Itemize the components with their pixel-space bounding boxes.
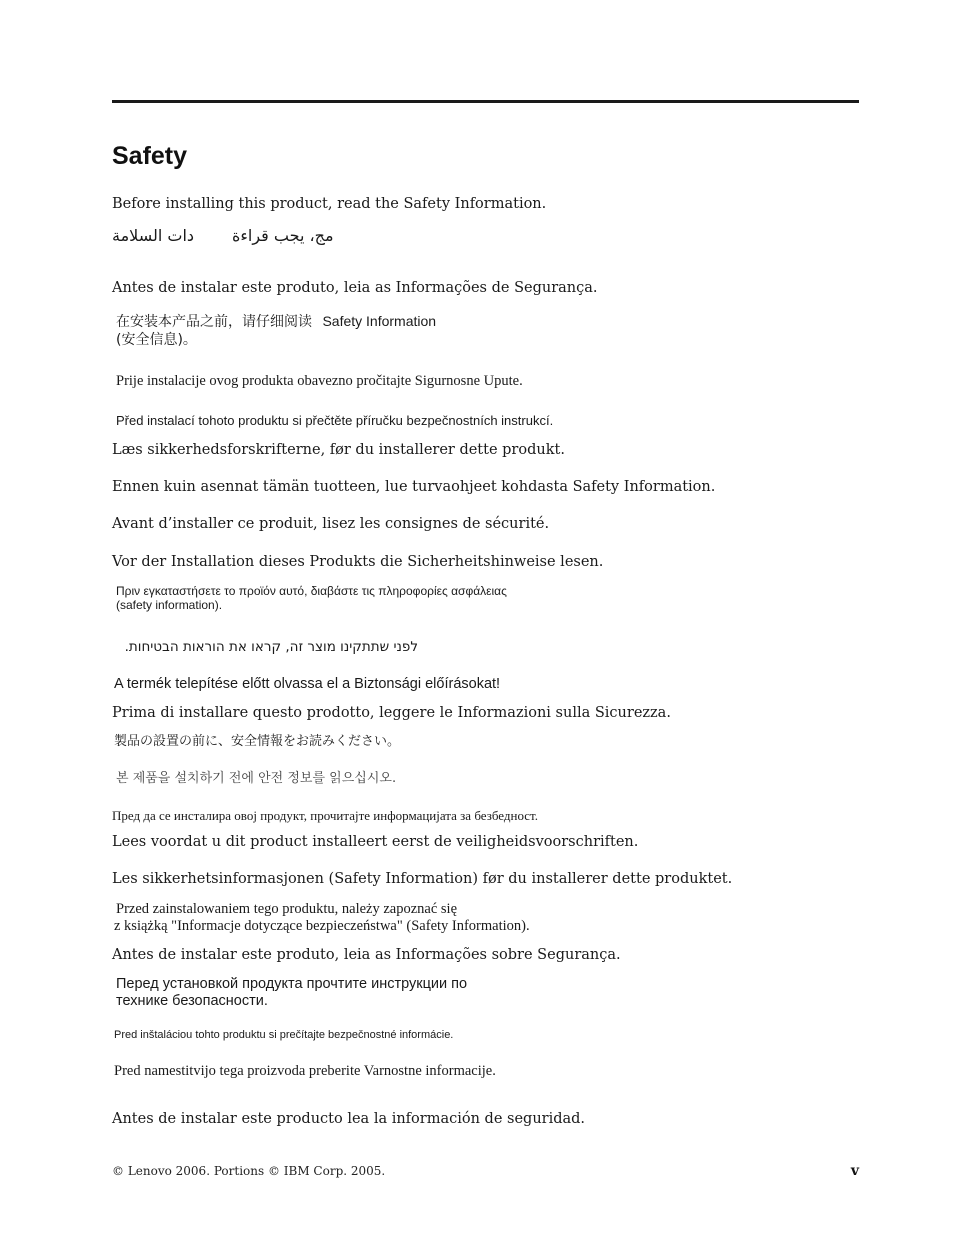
- notice-polish-line2: z książką "Informacje dotyczące bezpieczeństwa" (Safety Information).: [114, 918, 530, 934]
- notice-portuguese-br: Antes de instalar este produto, leia as Informações de Segurança.: [112, 280, 598, 296]
- notice-arabic-b: مج، يجب قراءة: [232, 226, 334, 245]
- notice-russian-line1: Перед установкой продукта прочтите инструкции по: [116, 976, 468, 992]
- top-rule: [112, 100, 859, 103]
- notice-polish-line1: Przed zainstalowaniem tego produktu, należy zapoznać się: [116, 901, 458, 917]
- notice-dutch: Lees voordat u dit product installeert eerst de veiligheidsvoorschriften.: [112, 834, 639, 850]
- page-title: Safety: [112, 142, 188, 170]
- footer-copyright: © Lenovo 2006. Portions © IBM Corp. 2005.: [112, 1164, 386, 1178]
- notice-slovenian: Pred namestitvijo tega proizvoda preberite Varnostne informacije.: [114, 1063, 496, 1079]
- notice-macedonian: Пред да се инсталира овој продукт, прочитајте информацијата за безбедност.: [112, 808, 538, 823]
- notice-russian-line2: технике безопасности.: [116, 993, 268, 1009]
- notice-finnish: Ennen kuin asennat tämän tuotteen, lue turvaohjeet kohdasta Safety Information.: [112, 479, 716, 495]
- notice-portuguese: Antes de instalar este produto, leia as Informações sobre Segurança.: [112, 947, 621, 963]
- notice-slovak: Pred inštaláciou tohto produktu si prečítajte bezpečnostné informácie.: [114, 1029, 454, 1041]
- notice-japanese: 製品の設置の前に、安全情報をお読みください。: [114, 734, 401, 749]
- notice-hungarian: A termék telepítése előtt olvassa el a Biztonsági előírásokat!: [114, 676, 501, 692]
- notice-chinese-line2: (安全信息)。: [116, 332, 197, 348]
- notice-spanish: Antes de instalar este producto lea la información de seguridad.: [112, 1111, 586, 1127]
- notice-chinese-line1: 在安装本产品之前，请仔细阅读: [116, 314, 312, 330]
- notice-norwegian: Les sikkerhetsinformasjonen (Safety Information) før du installerer dette produktet.: [112, 871, 733, 887]
- notice-greek-line1: Πριν εγκαταστήσετε το προϊόν αυτό, διαβάστε τις πληροφορίες ασφάλειας: [116, 584, 507, 598]
- page-number: v: [850, 1163, 859, 1179]
- notice-hebrew: לפני שתתקינו מוצר זה, קראו את הוראות הבטיחות.: [124, 639, 418, 655]
- notice-french: Avant d’installer ce produit, lisez les consignes de sécurité.: [112, 516, 550, 532]
- notice-arabic-c: دات السلامة: [112, 226, 195, 245]
- notice-german: Vor der Installation dieses Produkts die Sicherheitshinweise lesen.: [112, 554, 604, 570]
- notice-czech: Před instalací tohoto produktu si přečtěte příručku bezpečnostních instrukcí.: [116, 413, 554, 428]
- notice-chinese-en: Safety Information: [322, 313, 437, 329]
- notice-croatian: Prije instalacije ovog produkta obavezno pročitajte Sigurnosne Upute.: [116, 373, 523, 389]
- notice-italian: Prima di installare questo prodotto, leggere le Informazioni sulla Sicurezza.: [112, 705, 671, 721]
- notice-chinese-simplified: [116, 313, 436, 332]
- notice-greek-line2: (safety information).: [116, 598, 223, 612]
- notice-danish: Læs sikkerhedsforskrifterne, før du installerer dette produkt.: [112, 442, 565, 458]
- notice-korean: 본 제품을 설치하기 전에 안전 정보를 읽으십시오.: [116, 771, 397, 786]
- notice-english: Before installing this product, read the Safety Information.: [112, 196, 547, 212]
